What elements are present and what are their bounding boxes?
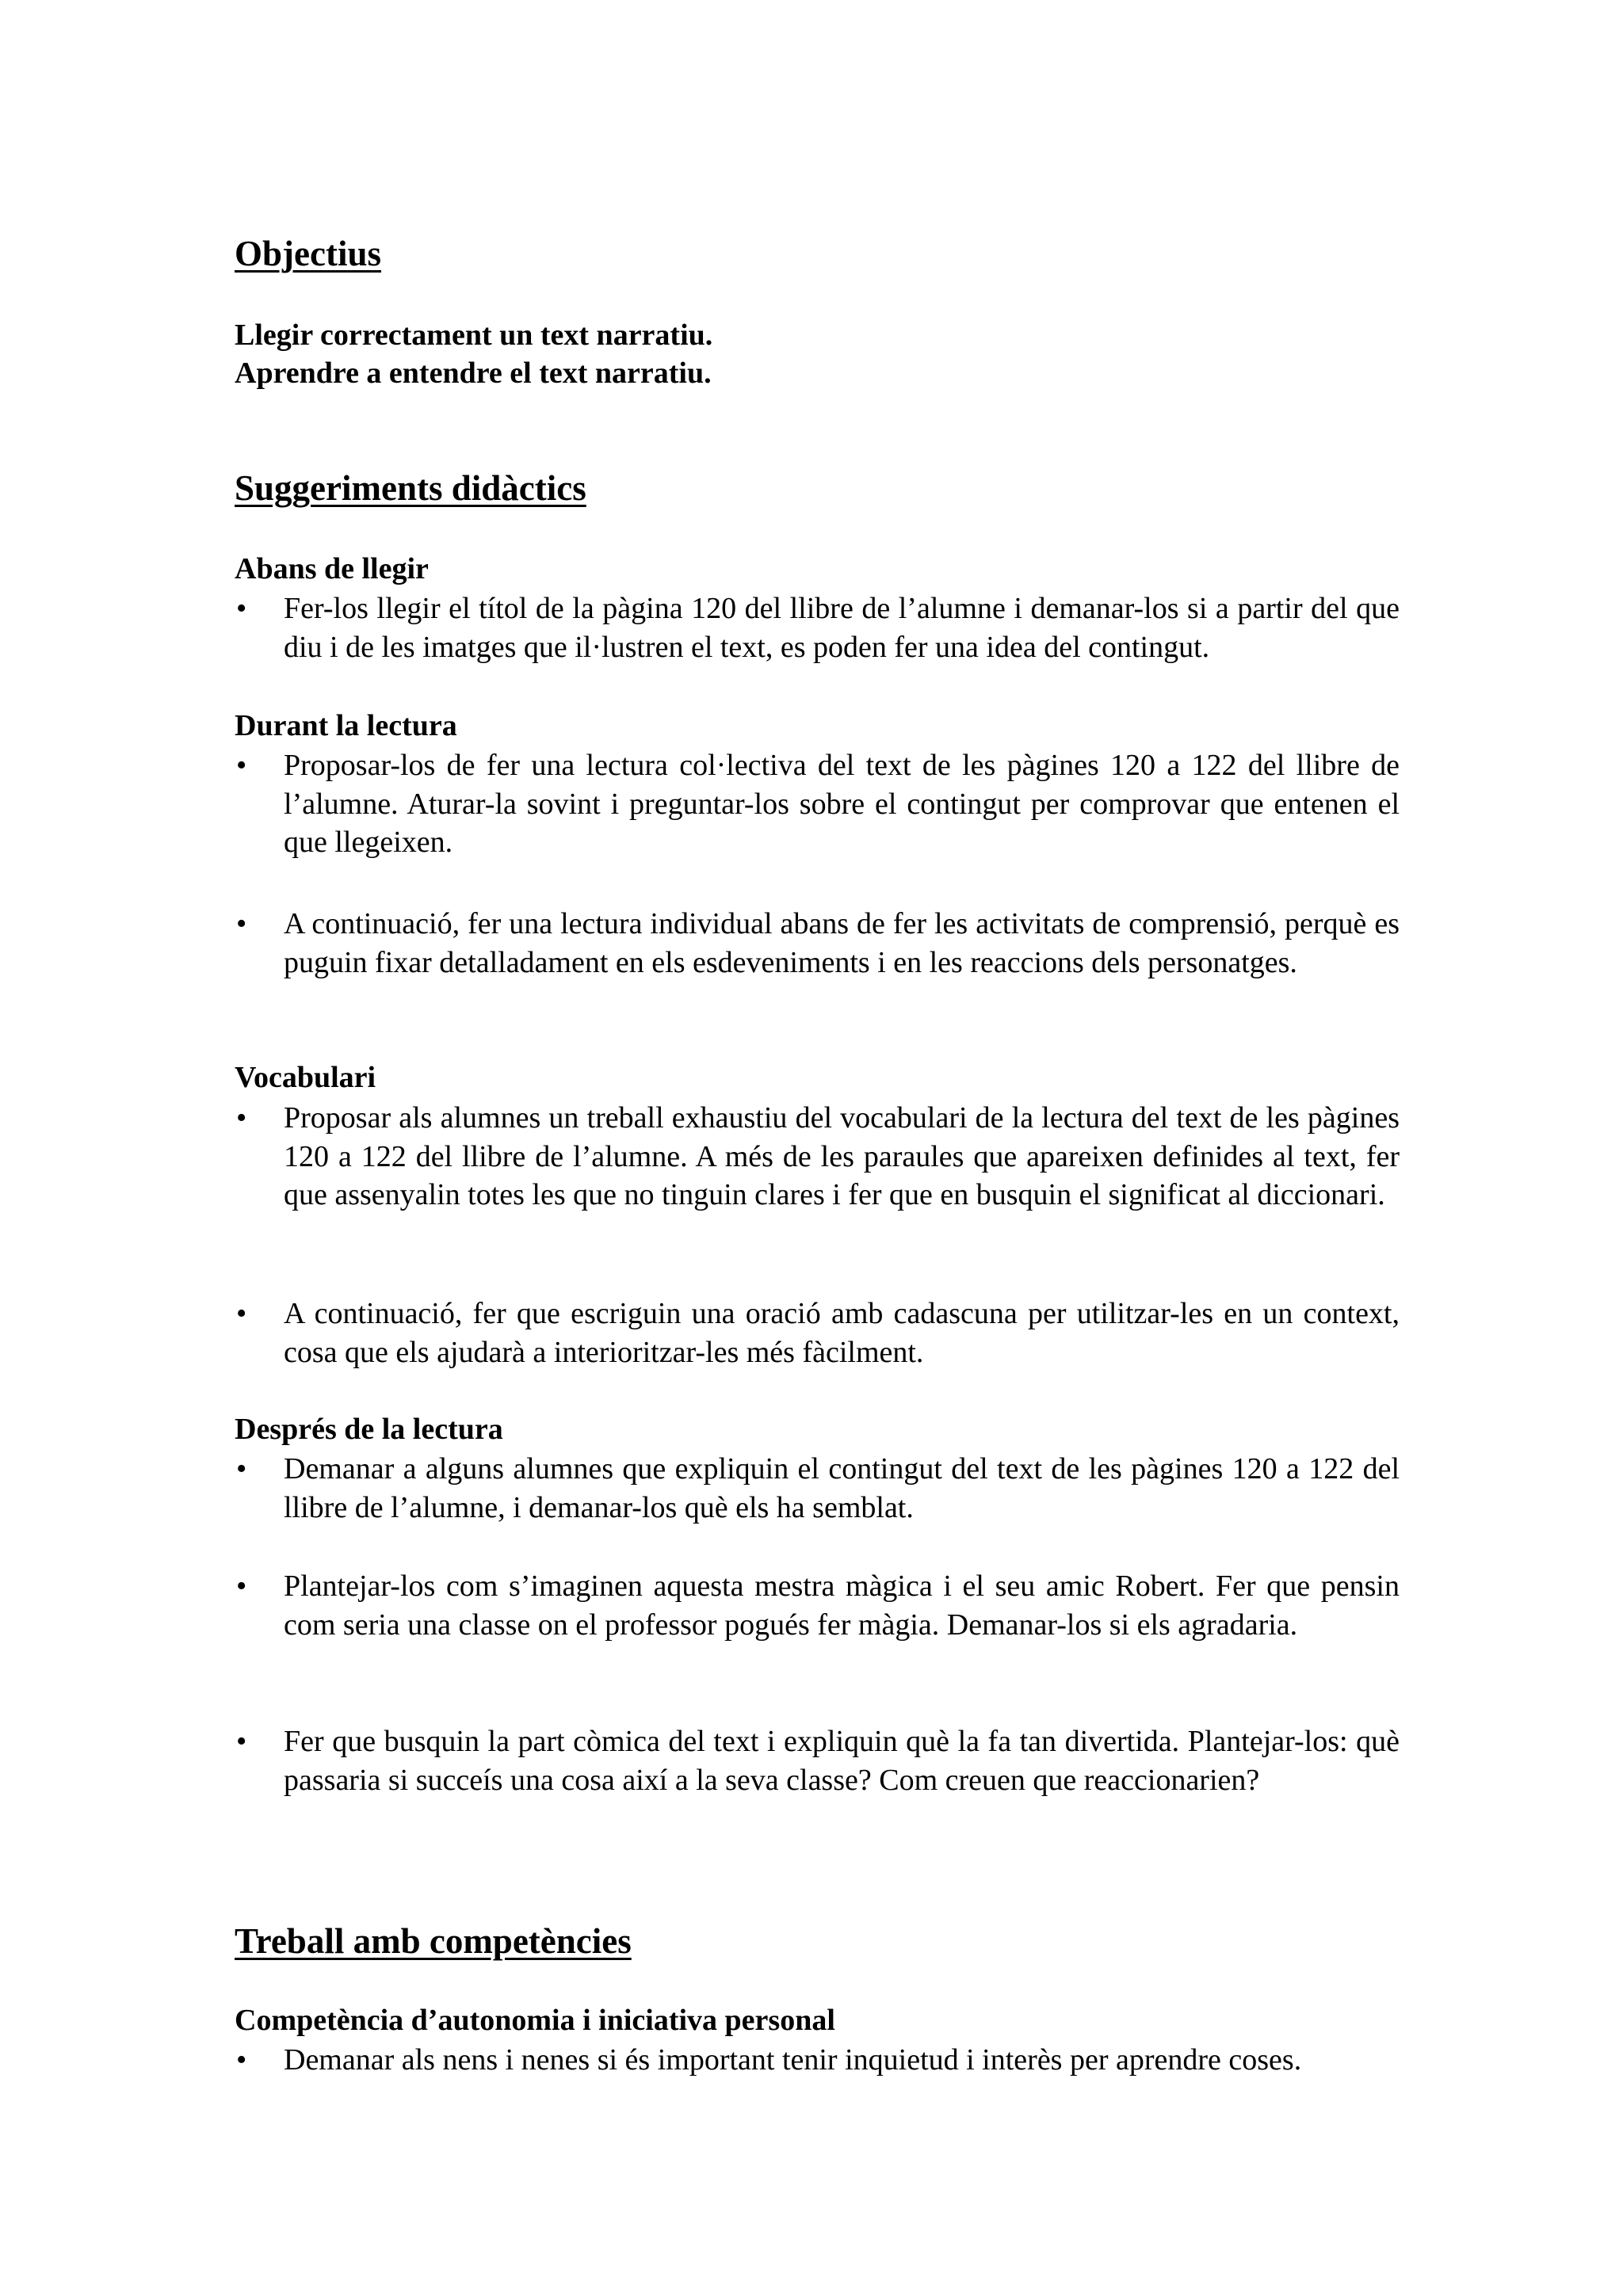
bullet-icon: • [236,1725,247,1758]
subheading-abans: Abans de llegir [235,552,429,585]
section-title-suggeriments: Suggeriments didàctics [235,468,586,508]
section-title-objectius: Objectius [235,234,381,273]
subheading-vocabulari: Vocabulari [235,1061,376,1094]
list-item-text: A continuació, fer una lectura individual abans de fer les activitats de comprensió, perquè es puguin fixar detalladament en els esdeveniments i en les reaccions dels personatges. [284,907,1400,979]
bullet-icon: • [236,1569,247,1603]
bullet-icon: • [236,749,247,782]
bullet-icon: • [236,1452,247,1486]
objective-line: Llegir correctament un text narratiu. [235,318,713,352]
bullet-icon: • [236,1101,247,1135]
objective-line: Aprendre a entendre el text narratiu. [235,357,712,390]
bullet-icon: • [236,907,247,940]
list-item-text: Fer que busquin la part còmica del text i expliquin què la fa tan divertida. Plantejar-los: què passaria si succeís una cosa així a la seva classe? Com creuen que reaccionarien? [284,1725,1400,1797]
subheading-durant: Durant la lectura [235,709,457,742]
subheading-autonomia: Competència d’autonomia i iniciativa personal [235,2004,835,2037]
list-item-text: Proposar als alumnes un treball exhaustiu del vocabulari de la lectura del text de les pàgines 120 a 122 del llibre de l’alumne. A més de les paraules que apareixen definides al text, fer que assenyalin totes les que no tinguin clares i fer que en busquin el significat al diccionari. [284,1101,1400,1211]
list-item-text: Fer-los llegir el títol de la pàgina 120 del llibre de l’alumne i demanar-los si a partir del que diu i de les imatges que il·lustren el text, es poden fer una idea del contingut. [284,592,1400,664]
section-title-competencies: Treball amb competències [235,1921,632,1961]
subheading-despres: Després de la lectura [235,1413,503,1446]
list-item-text: Demanar a alguns alumnes que expliquin el contingut del text de les pàgines 120 a 122 del llibre de l’alumne, i demanar-los què els ha semblat. [284,1452,1400,1524]
bullet-icon: • [236,2043,247,2077]
list-item-text: Demanar als nens i nenes si és important tenir inquietud i interès per aprendre coses. [284,2043,1302,2077]
list-item-text: A continuació, fer que escriguin una oració amb cadascuna per utilitzar-les en un context, cosa que els ajudarà a interioritzar-les més fàcilment. [284,1297,1400,1369]
bullet-icon: • [236,1297,247,1330]
list-item-text: Plantejar-los com s’imaginen aquesta mestra màgica i el seu amic Robert. Fer que pensin com seria una classe on el professor pogués fer màgia. Demanar-los si els agradaria. [284,1569,1400,1642]
list-item-text: Proposar-los de fer una lectura col·lectiva del text de les pàgines 120 a 122 del llibre de l’alumne. Aturar-la sovint i preguntar-los sobre el contingut per comprovar que entenen el que llegeixen. [284,749,1400,859]
bullet-icon: • [236,592,247,625]
